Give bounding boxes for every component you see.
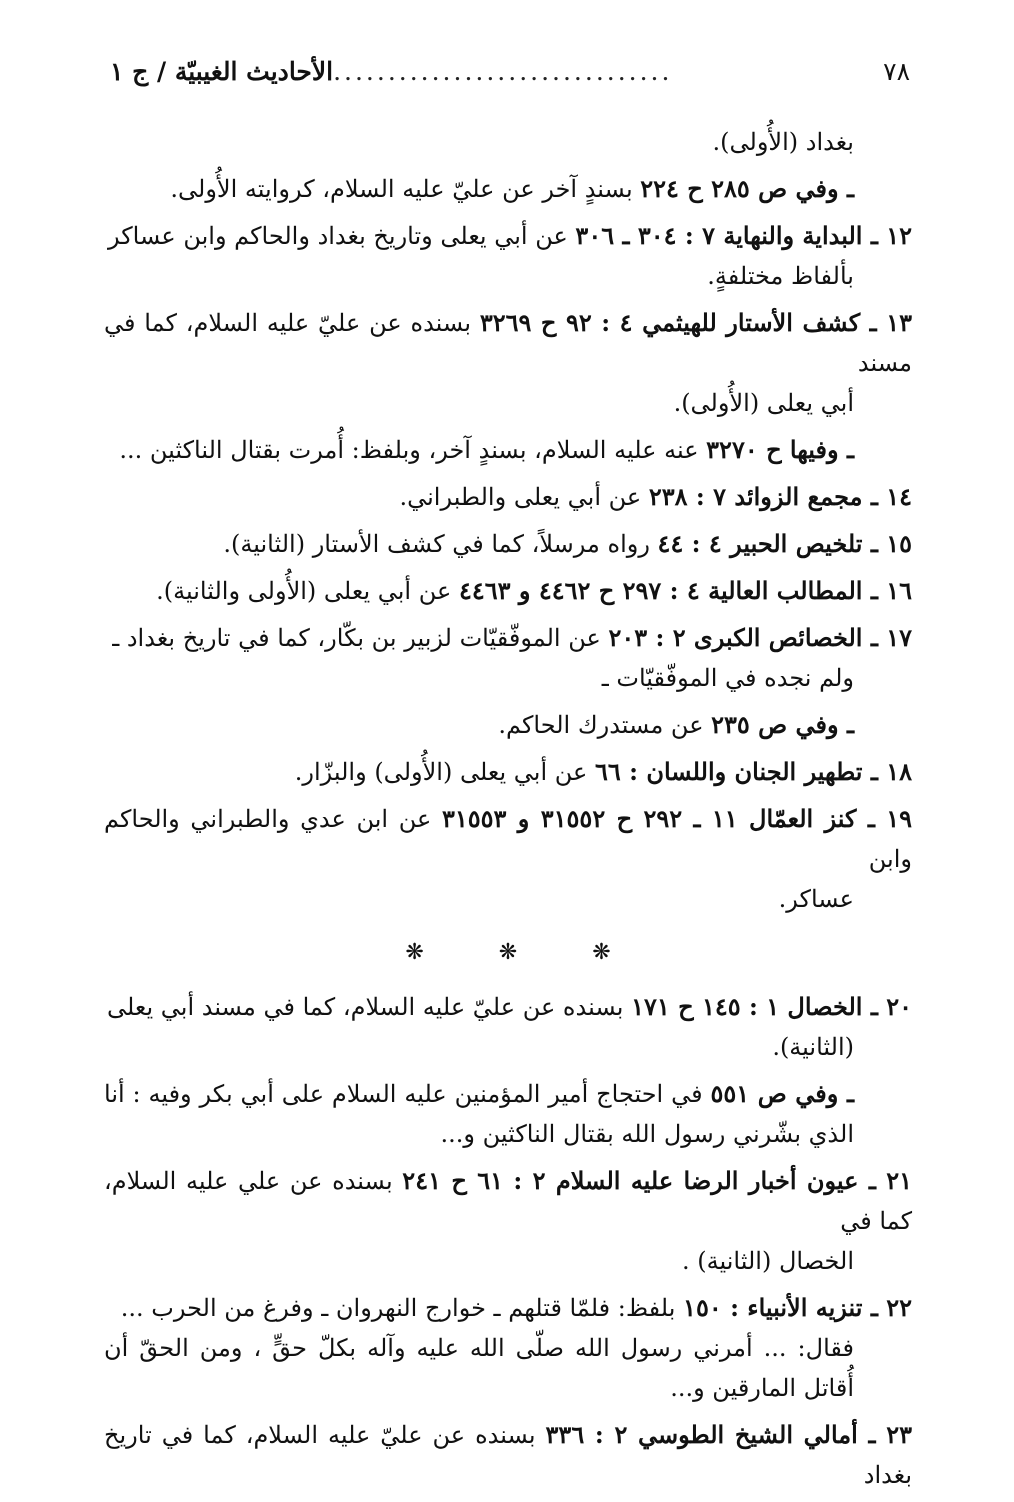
reference-entry [104,799,912,919]
references-list-2 [104,987,912,1495]
reference-continuation: أبي يعلى (الأُولى). [673,389,854,417]
reference-entry [104,122,912,162]
source-citation: ـ وفي ص ٢٨٥ ح ٢٢٤ [640,174,854,203]
sub-reference [104,1074,912,1154]
reference-text: بسنده عن عليّ عليه السلام، كما في مسند [104,309,912,377]
reference-continuation: الخصال (الثانية) . [682,1247,854,1275]
book-title: الأحاديث الغيبيّة / ج ١ [110,57,334,86]
source-citation: ٢٠ ـ الخصال ١ : ١٤٥ ح ١٧١ [631,992,912,1021]
source-citation: ٢١ ـ عيون أخبار الرضا عليه السلام ٢ : ٦١ ح ٢٤١ [402,1166,913,1195]
reference-text: بلفظ: فلمّا قتلهم ـ خوارج النهروان ـ وفرغ من الحرب ... [120,1294,684,1322]
source-citation: ١٦ ـ المطالب العالية ٤ : ٢٩٧ ح ٤٤٦٢ و ٤٤٦٣ [458,576,912,605]
source-citation: ١٥ ـ تلخيص الحبير ٤ : ٤٤ [657,529,912,558]
source-citation: ١٢ ـ البداية والنهاية ٧ : ٣٠٤ ـ ٣٠٦ [575,221,912,250]
reference-text: عن أبي يعلى (الأُولى والثانية). [156,577,459,605]
reference-entry [104,618,912,698]
reference-text: بسنده عن علي عليه السلام، كما في [104,1167,912,1235]
running-header [110,52,910,92]
sub-reference [104,705,912,745]
reference-continuation: عساكر. [778,885,854,913]
reference-continuation: بألفاظ مختلفةٍ. [707,262,854,290]
source-citation: ١٩ ـ كنز العمّال ١١ ـ ٢٩٢ ح ٣١٥٥٢ و ٣١٥٥٣ [441,804,913,833]
reference-text: عن ابن عدي والطبراني والحاكم وابن [104,805,912,873]
reference-continuation: ولم نجده في الموفّقيّات ـ [601,664,854,692]
reference-text: عن الموفّقيّات لزبير بن بكّار، كما في تاريخ بغداد ـ [112,624,609,652]
reference-text: رواه مرسلاً، كما في كشف الأستار (الثانية). [223,530,658,558]
reference-entry [104,524,912,564]
source-citation: ١٨ ـ تطهير الجنان واللسان : ٦٦ [594,757,912,786]
reference-entry [104,571,912,611]
reference-continuation: فقال: ... أمرني رسول الله صلّى الله عليه وآله بكلّ حقٍّ ، ومن الحقّ أن أُقاتل المارقين و... [104,1334,854,1402]
leader-dots: ............................... [333,57,673,86]
reference-text: عن أبي يعلى والطبراني. [399,483,649,511]
reference-entry [104,303,912,423]
reference-text: عن أبي يعلى وتاريخ بغداد والحاكم وابن عساكر [107,222,576,250]
reference-entry [104,216,912,296]
source-citation: ـ وفيها ح ٣٢٧٠ [706,435,854,464]
reference-text: عنه عليه السلام، بسندٍ آخر، وبلفظ: أُمرت بقتال الناكثين ... [119,436,707,464]
source-citation: ٢٣ ـ أمالي الشيخ الطوسي ٢ : ٣٣٦ [545,1420,912,1449]
page-number: ٧٨ [883,57,910,86]
reference-entry [104,752,912,792]
sub-reference [104,169,912,209]
sub-reference [104,430,912,470]
source-citation: ١٤ ـ مجمع الزوائد ٧ : ٢٣٨ [648,482,912,511]
reference-text: عن مستدرك الحاكم. [498,711,712,739]
references-list [104,122,912,919]
section-separator: ❋ ❋ ❋ [405,940,645,965]
reference-entry [104,477,912,517]
source-citation: ١٣ ـ كشف الأستار للهيثمي ٤ : ٩٢ ح ٣٢٦٩ [479,308,913,337]
reference-text: بسندٍ آخر عن عليّ عليه السلام، كروايته الأُولى. [170,175,641,203]
reference-text: في احتجاج أمير المؤمنين عليه السلام على أبي بكر وفيه : أنا الذي بشّرني رسول الله بقتال الناكثين و... [104,1080,854,1148]
source-citation: ١٧ ـ الخصائص الكبرى ٢ : ٢٠٣ [608,623,912,652]
source-citation: ـ وفي ص ٢٣٥ [711,710,854,739]
reference-entry [104,1415,912,1495]
reference-entry [104,1288,912,1408]
reference-continuation: بغداد (الأُولى). [712,128,854,156]
reference-text: عن أبي يعلى (الأُولى) والبزّار. [294,758,595,786]
reference-entry [104,987,912,1067]
reference-text: بسنده عن عليّ عليه السلام، كما في مسند أبي يعلى [106,993,632,1021]
page-body [104,122,912,1502]
source-citation: ٢٢ ـ تنزيه الأنبياء : ١٥٠ [683,1293,912,1322]
reference-entry [104,1161,912,1281]
reference-text: بسنده عن عليّ عليه السلام، كما في تاريخ بغداد [104,1421,912,1489]
source-citation: ـ وفي ص ٥٥١ [710,1079,854,1108]
reference-continuation: (الثانية). [772,1033,854,1061]
